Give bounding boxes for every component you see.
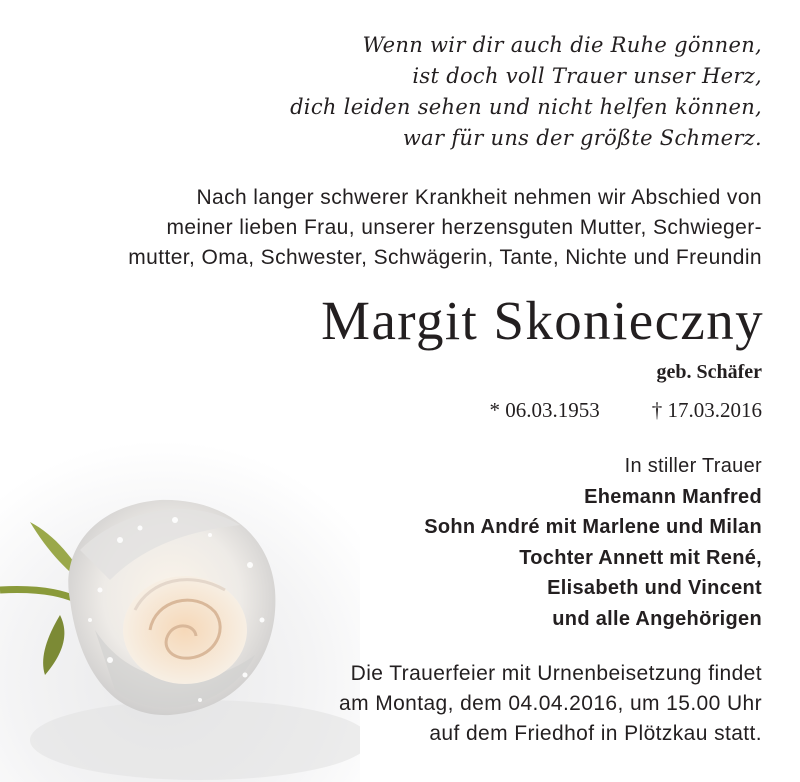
poem-line: Wenn wir dir auch die Ruhe gönnen, bbox=[362, 33, 762, 57]
service-line: auf dem Friedhof in Plötzkau statt. bbox=[429, 722, 762, 745]
life-dates bbox=[490, 397, 763, 423]
mourner-line: Tochter Annett mit René, bbox=[519, 546, 762, 569]
poem-line: ist doch voll Trauer unser Herz, bbox=[412, 64, 762, 88]
intro-text bbox=[22, 183, 762, 273]
service-info bbox=[202, 659, 762, 749]
intro-line: mutter, Oma, Schwester, Schwägerin, Tante, Nichte und Freundin bbox=[128, 246, 762, 269]
mourners-heading: In stiller Trauer bbox=[624, 455, 762, 477]
service-line: am Montag, dem 04.04.2016, um 15.00 Uhr bbox=[338, 692, 762, 715]
service-line: Die Trauerfeier mit Urnenbeisetzung findet bbox=[350, 662, 762, 685]
mourner-line: Ehemann Manfred bbox=[584, 485, 762, 508]
intro-line: meiner lieben Frau, unserer herzensguten Mutter, Schwieger- bbox=[166, 216, 762, 239]
mourners-block bbox=[262, 451, 762, 634]
mourner-line: und alle Angehörigen bbox=[552, 607, 762, 630]
intro-line: Nach langer schwerer Krankheit nehmen wir Abschied von bbox=[196, 186, 762, 209]
birth-date: * 06.03.1953 bbox=[489, 398, 600, 422]
poem bbox=[162, 30, 762, 154]
death-date: † 17.03.2016 bbox=[651, 398, 762, 422]
maiden-name: geb. Schäfer bbox=[656, 361, 762, 383]
mourner-line: Elisabeth und Vincent bbox=[547, 577, 762, 599]
mourner-line: Sohn André mit Marlene und Milan bbox=[424, 516, 762, 538]
poem-line: dich leiden sehen und nicht helfen können, bbox=[290, 95, 762, 119]
poem-line: war für uns der größte Schmerz. bbox=[402, 126, 762, 150]
deceased-name: Margit Skonieczny bbox=[321, 290, 764, 351]
